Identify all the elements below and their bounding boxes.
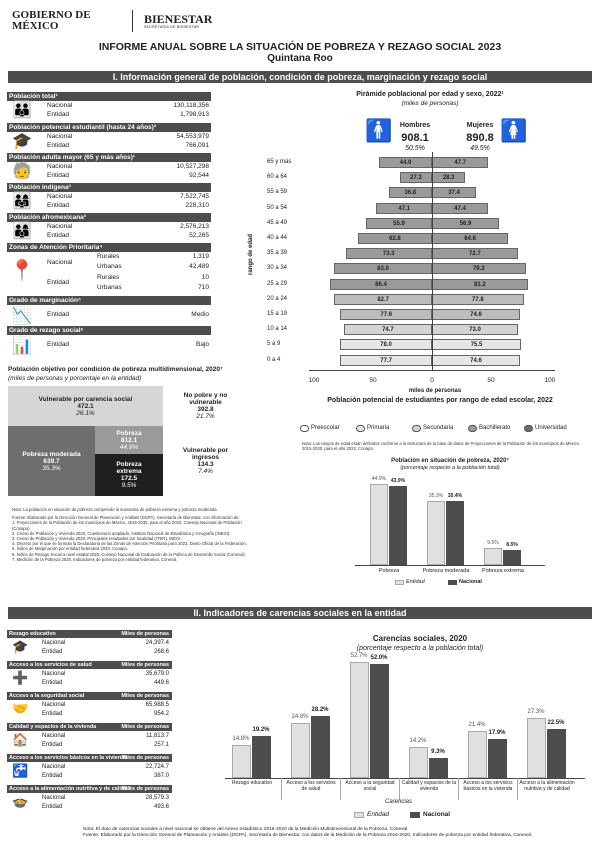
pyramid-age-label: 15 a 19: [267, 311, 288, 317]
carencias-label-nacional: 22.5%: [547, 719, 565, 726]
zap-urban-label: Urbanas: [97, 284, 122, 291]
carencias-label-nacional: 28.2%: [311, 706, 329, 713]
pyramid-bar-women: 74.6: [432, 355, 520, 366]
pyramid-bar-men: 82.7: [334, 294, 432, 305]
zap-value: 10: [201, 274, 209, 281]
carencias-label-entidad: 52.7%: [350, 653, 368, 660]
carencias-label-entidad: 27.3%: [527, 708, 545, 715]
carencias-separator: [281, 778, 282, 800]
info-row: Nacional 2,576,213: [47, 223, 209, 230]
legend-label: Universidad: [535, 425, 567, 431]
family-icon: 👨‍👩‍👧: [12, 193, 32, 210]
pyramid-age-label: 5 a 9: [267, 341, 281, 348]
house-icon: 🏠: [12, 732, 29, 747]
pyramid-bar-men: 78.0: [340, 339, 432, 350]
pyramid-bar-women: 75.5: [432, 339, 521, 350]
carencia-row: [7, 741, 172, 749]
students-chart-title: Población potencial de estudiantes por rango de edad escolar, 2022: [327, 397, 553, 404]
carencias-category: Calidad y espacios de la vivienda: [401, 780, 457, 792]
carencias-label-nacional: 17.9%: [488, 729, 506, 736]
pyramid-age-label: 20 a 24: [267, 295, 288, 302]
row-value: 11,813.7: [146, 733, 169, 739]
men-label: Hombres: [399, 122, 431, 129]
legend-swatch: [300, 425, 309, 432]
family-icon: 👨‍👩‍👦: [12, 223, 32, 240]
poverty-label-entidad: 44.9%: [371, 476, 387, 483]
pyramid-bar-women: 74.6: [432, 309, 520, 320]
header-divider: [132, 10, 133, 32]
pyramid-tick-label: 100: [544, 377, 556, 384]
group-icon: 👪: [12, 102, 32, 119]
carencias-category: Acceso a la seguridad social: [345, 780, 395, 792]
pyramid-age-label: 40 a 44: [267, 235, 288, 241]
section-1-header: I. Información general de población, condición de pobreza, marginación y rezago social: [8, 71, 592, 83]
source-text: Fuente: Elaborado por la Dirección General de Planeación y Análisis (DGPA), Secretaría de Bienestar, con datos de la Medición de la Pobreza 2016-2020, Indicadores de pobreza por entidad federativa, Coneval.: [83, 833, 533, 838]
pyramid-bar-women: 72.7: [432, 248, 518, 259]
carencias-xaxis-label: Carencias: [385, 799, 413, 805]
row-value: 449.6: [153, 680, 169, 686]
bar-decline-icon: 📊: [12, 338, 32, 355]
legend-swatch: [356, 425, 365, 432]
carencias-label-entidad: 21.4%: [468, 721, 486, 728]
graduation-cap-icon: 🎓: [12, 639, 29, 654]
elderly-icon: 🧓: [12, 163, 32, 180]
poverty-box-subtitle: (miles de personas y porcentaje en la entidad): [8, 375, 142, 382]
zap-rural-label: Rurales: [97, 274, 120, 281]
carencia-row: [7, 670, 172, 678]
source-item: 6. Índice de Rezago Social a nivel estatal 2020, Consejo Nacional de Evaluación de la Política de Desarrollo Social (Coneval).: [12, 551, 246, 557]
carencia-row: [7, 639, 172, 647]
poverty-bar-entidad: [427, 501, 445, 565]
man-icon: 🚹: [365, 118, 393, 143]
zap-urban-label: Urbanas: [97, 263, 122, 270]
row-value: 257.1: [153, 742, 169, 748]
poverty-chart-subtitle: (porcentaje respecto a la población total): [400, 465, 500, 471]
carencia-header: Acceso a la seguridad social Miles de personas: [7, 692, 172, 700]
carencia-row: [7, 794, 172, 802]
row-value: 24,397.4: [145, 640, 169, 646]
pobreza-cell: Pobreza 812.1 44.9%: [95, 426, 163, 454]
row-label: Nacional: [42, 733, 66, 739]
pyramid-note: Nota: Los rangos de edad están definidos conforme a la estructura de la base de datos de Proyecciones de la Población de los municipios de México, 2015-2030, para el año 2022, Conapo.: [302, 441, 581, 452]
column-header: Miles de personas: [121, 631, 169, 637]
carencias-separator: [458, 778, 459, 800]
women-label: Mujeres: [466, 122, 494, 129]
carencia-header: Acceso a la alimentación nutritiva y de calidad Miles de personas: [7, 785, 172, 793]
pyramid-tick-label: 100: [308, 377, 320, 384]
legend-swatch: [468, 425, 477, 432]
info-pop-total-header: Población total¹: [7, 92, 211, 101]
row-value: 493.6: [153, 804, 169, 810]
source-item: 7. Medición de la Pobreza 2020, Indicadores de pobreza por entidad federativa, Coneval.: [12, 556, 178, 562]
row-value: 65,988.5: [145, 702, 169, 708]
carencias-bar-nacional: [429, 758, 448, 778]
pyramid-bar-men: 62.8: [358, 233, 432, 244]
carencia-row: [7, 803, 172, 811]
pyramid-age-label: 25 a 29: [267, 280, 288, 287]
carencia-header: Calidad y espacios de la vivienda Miles de personas: [7, 723, 172, 731]
carencia-header: Acceso a los servicios de salud Miles de personas: [7, 661, 172, 669]
pyramid-bar-men: 44.9: [379, 157, 432, 168]
carencias-separator: [340, 778, 341, 800]
poverty-bar-nacional: [503, 550, 521, 565]
pyramid-bar-women: 56.9: [432, 218, 499, 229]
men-total: 908.1: [401, 132, 429, 144]
carencias-category: Acceso a la alimentación nutritiva y de calidad: [519, 780, 575, 792]
row-label: Entidad: [42, 680, 63, 686]
column-header: Miles de personas: [121, 662, 169, 668]
note-text: Nota: La población en situación de pobreza comprende la sumatoria de pobreza extrema y pobreza moderada.: [12, 507, 218, 512]
poverty-label-nacional: 8.5%: [506, 541, 518, 548]
zap-rural-label: Rurales: [97, 253, 120, 260]
carencias-bar-entidad: [468, 731, 487, 778]
zap-value: 42,489: [189, 263, 209, 270]
dept-logo: BIENESTAR: [144, 12, 213, 26]
row-value: 954.2: [153, 711, 169, 717]
pyramid-bar-women: 47.4: [432, 203, 488, 214]
extrema-cell: Pobreza extrema 172.5 9.5%: [95, 454, 163, 496]
pyramid-tick-label: 0: [430, 377, 434, 384]
dept-logo-sub: SECRETARÍA DE BIENESTAR: [144, 25, 200, 29]
carencia-row: [7, 679, 172, 687]
pyramid-age-label: 60 a 64: [267, 174, 288, 181]
legend-label: Bachillerato: [479, 425, 511, 431]
pyramid-xaxis: [309, 370, 555, 371]
pyramid-subtitle: (miles de personas): [401, 100, 459, 107]
carencias-separator: [517, 778, 518, 800]
vuln-ingresos-cell: Vulnerable por ingresos 134.3 7.4%: [182, 447, 229, 475]
legend-label: Nacional: [423, 811, 451, 818]
poverty-category: Pobreza: [378, 568, 400, 574]
pyramid-age-label: 65 y más: [267, 159, 292, 165]
pyramid-bar-men: 83.0: [334, 263, 432, 274]
woman-icon: 🚺: [500, 118, 528, 143]
pyramid-bar-women: 79.3: [432, 263, 526, 274]
chart-decline-icon: 📉: [12, 308, 32, 325]
info-row: Nacional 10,527,298: [47, 163, 209, 170]
pyramid-tick-label: 50: [369, 377, 377, 384]
pyramid-bar-men: 27.3: [400, 172, 432, 183]
carencias-chart-subtitle: (porcentaje respecto a la población total): [356, 645, 484, 652]
info-row: Entidad 766,091: [47, 142, 209, 149]
pyramid-title: Pirámide poblacional por edad y sexo, 2022¹: [356, 91, 504, 98]
row-label: Entidad: [42, 742, 63, 748]
legend-label: Entidad: [367, 811, 390, 818]
row-value: 387.0: [153, 773, 169, 779]
carencia-row: [7, 732, 172, 740]
carencia-header: Acceso a los servicios básicos en la vivienda Miles de personas: [7, 754, 172, 762]
carencias-bar-nacional: [311, 716, 330, 778]
row-label: Nacional: [42, 671, 66, 677]
poverty-label-entidad: 35.3%: [428, 493, 444, 500]
pyramid-bar-women: 47.7: [432, 157, 488, 168]
pyramid-bar-women: 37.4: [432, 187, 476, 198]
zap-entidad-label: Entidad: [47, 279, 70, 286]
carencias-bar-entidad: [232, 745, 251, 778]
carencias-bar-nacional: [547, 729, 566, 779]
poverty-category: Pobreza extrema: [482, 568, 524, 574]
legend-swatch: [412, 425, 421, 432]
column-header: Miles de personas: [121, 755, 169, 761]
carencias-bar-nacional: [370, 664, 389, 778]
source-item: 2. Censo de Población y Vivienda 2020, Cuestionario ampliado, Instituto Nacional de Estadística y Geografía (INEGI).: [12, 530, 231, 536]
social-security-icon: 🤝: [12, 701, 29, 716]
info-row: Nacional 7,522,745: [47, 193, 209, 200]
carencias-chart-title: Carencias sociales, 2020: [372, 634, 468, 643]
legend-label: Primaria: [367, 425, 390, 431]
note-text: Nota: El dato de carencias sociales a nivel nacional se obtiene del Anexo estadístico 2016-2020 de la Medición Multidimensional de la Pobreza, Coneval.: [83, 827, 409, 832]
zap-nacional-label: Nacional: [47, 259, 73, 266]
carencia-row: [7, 648, 172, 656]
pyramid-bar-men: 86.4: [330, 279, 432, 290]
legend-label: Secundaria: [423, 425, 454, 431]
pyramid-bar-men: 73.3: [346, 248, 432, 259]
pyramid-center-axis: [432, 152, 433, 370]
source-item: 5. Índice de Marginación por entidad federativa 2020, Conapo.: [12, 546, 128, 552]
row-label: Entidad: [42, 804, 63, 810]
pyramid-bar-men: 36.8: [389, 187, 432, 198]
carencias-label-entidad: 14.2%: [409, 737, 427, 744]
info-row: Nacional 130,118,356: [47, 102, 209, 109]
info-afro-header: Población afromexicana³: [7, 213, 211, 222]
poverty-box-title: Población objetivo por condición de pobreza multidimensional, 2020⁷: [8, 366, 223, 373]
pyramid-bar-men: 77.7: [340, 355, 432, 366]
carencias-category: Acceso a los servicios de salud: [286, 780, 336, 792]
carencias-separator: [399, 778, 400, 800]
row-label: Nacional: [42, 702, 66, 708]
poverty-bar-entidad: [370, 484, 388, 565]
notes-block: [12, 507, 248, 562]
poverty-baseline: [355, 565, 545, 566]
poverty-bar-entidad: [484, 548, 502, 565]
carencias-category: Acceso a los servicios básicos en la vivienda: [463, 780, 513, 792]
info-margin-header: Grado de marginación⁵: [7, 296, 211, 305]
column-header: Miles de personas: [121, 786, 169, 792]
source-text: Fuente: Elaborado por la Dirección General de Planeación y Análisis (DGPA), Secretaría de Bienestar, con información de:: [12, 515, 240, 521]
info-indigenous-header: Población indígena³: [7, 183, 211, 192]
men-pct: 50.5%: [405, 145, 425, 152]
notes2-block: [83, 827, 543, 839]
poverty-bar-nacional: [446, 501, 464, 565]
carencias-bar-nacional: [252, 736, 271, 778]
pyramid-age-label: 50 a 54: [267, 204, 288, 211]
section-2-header: II. Indicadores de carencias sociales en la entidad: [8, 607, 592, 619]
carencia-row: [7, 710, 172, 718]
column-header: Miles de personas: [121, 724, 169, 730]
health-cross-icon: ➕: [12, 670, 29, 685]
map-pin-icon: 📍: [9, 260, 35, 282]
legend-swatch: [524, 425, 533, 432]
info-elderly-header: Población adulta mayor (65 y más años)¹: [7, 153, 211, 162]
info-row: Entidad 92,544: [47, 172, 209, 179]
pyramid-yaxis-label: rango de edad: [248, 233, 254, 275]
zap-value: 1,319: [192, 253, 209, 260]
carencias-bar-entidad: [291, 723, 310, 778]
row-label: Entidad: [42, 711, 63, 717]
info-row: Nacional 54,553,979: [47, 133, 209, 140]
vuln-carencia-cell: Vulnerable por carencia social 472.1 26.1%: [8, 386, 163, 426]
pyramid-age-label: 30 a 34: [267, 265, 288, 272]
row-label: Nacional: [42, 640, 66, 646]
pyramid-bar-women: 77.8: [432, 294, 524, 305]
legend-label: Preescolar: [311, 425, 340, 431]
graduation-cap-icon: 🎓: [12, 133, 32, 150]
carencias-label-entidad: 14.8%: [232, 736, 250, 743]
pyramid-bar-men: 77.6: [340, 309, 432, 320]
gov-logo-line2: MÉXICO: [12, 20, 59, 32]
gov-logo-line1: GOBIERNO DE: [12, 9, 91, 21]
row-value: 268.6: [153, 649, 169, 655]
source-item: 4. Decreto por el que se formula la Declaratoria de las Zonas de Atención Prioritaria para 2023, Diario Oficial de la Federación.: [12, 541, 247, 547]
poverty-category: Pobreza moderada: [422, 568, 470, 574]
report-subtitle: Quintana Roo: [267, 53, 333, 64]
carencia-header: Rezago educativo Miles de personas: [7, 630, 172, 638]
carencia-row: [7, 772, 172, 780]
poverty-chart-title: Población en situación de pobreza, 2020⁷: [391, 458, 509, 464]
legend-swatch: [395, 580, 404, 585]
column-header: Miles de personas: [121, 693, 169, 699]
row-label: Entidad: [42, 773, 63, 779]
women-total: 890.8: [466, 132, 494, 144]
row-label: Nacional: [42, 795, 66, 801]
pyramid-bar-men: 47.1: [376, 203, 432, 214]
info-row: Entidad 228,310: [47, 202, 209, 209]
pyramid-age-label: 0 a 4: [267, 356, 281, 363]
pyramid-bar-men: 74.7: [344, 324, 432, 335]
poverty-label-nacional: 43.9%: [390, 477, 406, 484]
report-title: INFORME ANUAL SOBRE LA SITUACIÓN DE POBREZA Y REZAGO SOCIAL 2023: [98, 41, 502, 53]
food-icon: 🍲: [12, 794, 29, 809]
pyramid-xaxis-label: miles de personas: [408, 388, 462, 394]
info-students-header: Población potencial estudiantil (hasta 24 años)²: [7, 123, 211, 132]
legend-swatch: [410, 812, 420, 818]
row-value: 22,724.7: [145, 764, 169, 770]
carencias-baseline: [225, 778, 585, 779]
info-zap-header: Zonas de Atención Prioritaria⁴: [7, 243, 211, 252]
legend-swatch: [448, 580, 457, 585]
row-label: Entidad: [42, 649, 63, 655]
pyramid-bar-women: 73.0: [432, 324, 518, 335]
pyramid-tick-label: 50: [487, 377, 495, 384]
carencias-bar-entidad: [350, 662, 369, 778]
water-tap-icon: 🚰: [12, 763, 29, 778]
pyramid-bar-women: 64.6: [432, 233, 508, 244]
pyramid-age-label: 35 a 39: [267, 250, 288, 257]
no-pobre-cell: No pobre y no vulnerable 392.8 21.7%: [183, 392, 228, 420]
carencias-label-nacional: 19.2%: [252, 726, 270, 733]
row-value: 35,679.0: [145, 671, 169, 677]
moderada-cell: Pobreza moderada 639.7 35.3%: [8, 426, 95, 496]
poverty-label-entidad: 9.5%: [487, 539, 499, 546]
carencias-label-entidad: 24.8%: [291, 714, 309, 721]
legend-swatch: [354, 812, 364, 818]
info-row: Entidad 52,265: [47, 232, 209, 239]
women-pct: 49.5%: [470, 145, 490, 152]
row-value: 28,579.3: [145, 795, 169, 801]
gov-logo: [12, 10, 91, 32]
carencia-row: [7, 763, 172, 771]
info-row: Entidad Bajo: [47, 341, 209, 348]
poverty-label-nacional: 35.4%: [447, 493, 463, 500]
pyramid-age-label: 55 a 59: [267, 189, 288, 196]
poverty-bar-nacional: [389, 486, 407, 565]
pyramid-bar-women: 81.2: [432, 279, 528, 290]
source-item: 1. Proyecciones de la Población de los municipios de México, 2015-2030, para el año 2022, Consejo Nacional de Población (Conapo).: [12, 520, 242, 531]
carencia-row: [7, 701, 172, 709]
row-label: Nacional: [42, 764, 66, 770]
carencias-label-nacional: 52.0%: [370, 654, 388, 661]
carencias-bar-nacional: [488, 739, 507, 778]
source-item: 3. Censo de Población y Vivienda 2020. Principales resultados por localidad (ITER), INEGI.: [12, 536, 182, 542]
pyramid-age-label: 45 a 49: [267, 219, 288, 226]
pyramid-bar-men: 55.9: [366, 218, 432, 229]
zap-value: 710: [198, 284, 209, 291]
legend-label: Entidad: [406, 579, 425, 585]
pyramid-bar-women: 28.3: [432, 172, 465, 183]
info-row: Entidad Medio: [47, 311, 209, 318]
carencias-label-nacional: 9.3%: [431, 748, 445, 755]
carencias-bar-entidad: [527, 718, 546, 778]
carencias-category: Rezago educativo: [231, 780, 273, 786]
info-row: Entidad 1,798,913: [47, 111, 209, 118]
legend-label: Nacional: [459, 579, 482, 585]
pyramid-age-label: 10 a 14: [267, 326, 288, 333]
info-rezago-header: Grado de rezago social⁶: [7, 326, 211, 335]
